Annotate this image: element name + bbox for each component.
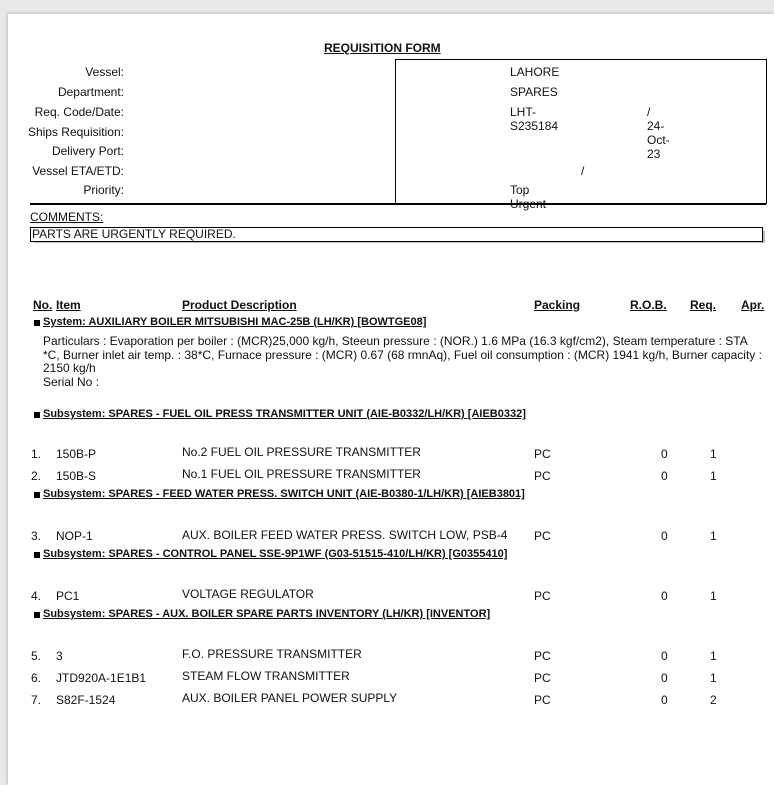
bullet-icon (34, 612, 40, 618)
subsystem-title: Subsystem: SPARES - FEED WATER PRESS. SWITCH UNIT (AIE-B0380-1/LH/KR) [AIEB3801] (43, 488, 525, 500)
vessel-info-box: Vessel: LAHORE Department: SPARES Req. Code/Date: LHT-S235184 / 24-Oct-23 Ships Requisition: Delivery Port: Vessel ETA/ETD: / Priority: Top (395, 59, 767, 204)
subsystem-title: Subsystem: SPARES - FUEL OIL PRESS TRANSMITTER UNIT (AIE-B0332/LH/KR) [AIEB0332] (43, 408, 526, 420)
system-particulars: Particulars : Evaporation per boiler : (MCR)25,000 kg/h, Steeun pressure : (NOR.) 1.6 MPa (16.3 kgf/cm2), Steam temperature : STA *C, Burner inlet air temp. : 38*C, Furnace pressure : (MCR) 0.67 (68 rmnAq), Fuel oil consumption : (MCR) 1941 kg/h, Burner capacity : 2150 kg/h Serial No : (43, 334, 762, 389)
bullet-icon (34, 492, 40, 498)
form-title: REQUISITION FORM (324, 41, 441, 55)
header-description: Product Description (182, 298, 297, 312)
serial-no: Serial No : (43, 374, 100, 389)
comments-label: COMMENTS: (30, 210, 104, 224)
header-no: No. (33, 298, 53, 312)
req-date: / 24-Oct-23 (647, 105, 670, 161)
header-apr: Apr. (741, 298, 765, 312)
bullet-icon (34, 412, 40, 418)
header-packing: Packing (534, 298, 581, 312)
subsystem-title: Subsystem: SPARES - CONTROL PANEL SSE-9P1WF (G03-51515-410/LH/KR) [G0355410] (43, 548, 508, 560)
divider (30, 203, 766, 205)
bullet-icon (34, 552, 40, 558)
bullet-icon (34, 320, 40, 326)
requisition-page: REQUISITION FORM Vessel: LAHORE Department: SPARES Req. Code/Date: LHT-S235184 / 24-Oct-23 Ships Requisition: Delivery Port: Vessel ETA/ETD: / Priority: Top COMMENTS: PARTS ARE URGENTLY REQUIRED. No. Item Product Description Packing R.O.B. Req. Apr. System: AUXILIARY BOILER MITSUBISHI MAC-25B (LH/KR) [BOWTGE08] Particulars : Evaporation per boiler : (MCR)25,000 kg/h, Steeun pressure : (NOR.) 1.6 MPa (16.3 kgf/cm2), Steam temperature : STA *C, Burner inlet air temp. : 38*C, Furnace pressure : (MCR) 0.67 (68 rmnAq), Fuel oil consumption : (MCR) 1941 kg/h, Burner capacity : 2150 kg/h Serial No : Subsystem: SPARES - FUEL OIL PRESS TRANSMITTER UNIT (AIE-B0332/LH/KR) [AIEB0332] 1. 150B-P No.2 FUEL OIL PRESSURE TRANSMITTER PC 0 1 2. 150B-S No.1 FUEL OIL PRESSURE TRANSMITTER PC 0 1 Subsystem: SPARES - FEED WATER PRESS. SWITCH UNIT (AIE-B0380-1/LH/KR) [AIEB3801] 3. NOP-1 AUX. BOILER FEED WATER PRESS. SWITCH LOW, PSB-4 PC 0 1 Subsystem: SPARES - CONTROL PANEL SSE-9P1WF (G03-51515-410/LH/KR) [G0355410] 4. PC1 VOLTAGE REGULATOR PC 0 1 Subsystem: SPARES - AUX. BOILER SPARE PARTS INVENTORY (LH/KR) [INVENTOR] 5. 3 F.O. PRESSURE TRANSMITTER PC 0 1 6. JTD920A-1E1B1 STEAM FLOW TRANSMITTER PC 0 1 7. S82F-1524 AUX. BOILER PANEL POWER SUPPLY PC 0 2 (8, 14, 774, 785)
comment-box: PARTS ARE URGENTLY REQUIRED. (30, 227, 763, 242)
subsystem-title: Subsystem: SPARES - AUX. BOILER SPARE PARTS INVENTORY (LH/KR) [INVENTOR] (43, 608, 491, 620)
header-rob: R.O.B. (630, 298, 667, 312)
header-item: Item (56, 298, 81, 312)
header-req: Req. (690, 298, 717, 312)
system-title: System: AUXILIARY BOILER MITSUBISHI MAC-25B (LH/KR) [BOWTGE08] (43, 316, 427, 328)
